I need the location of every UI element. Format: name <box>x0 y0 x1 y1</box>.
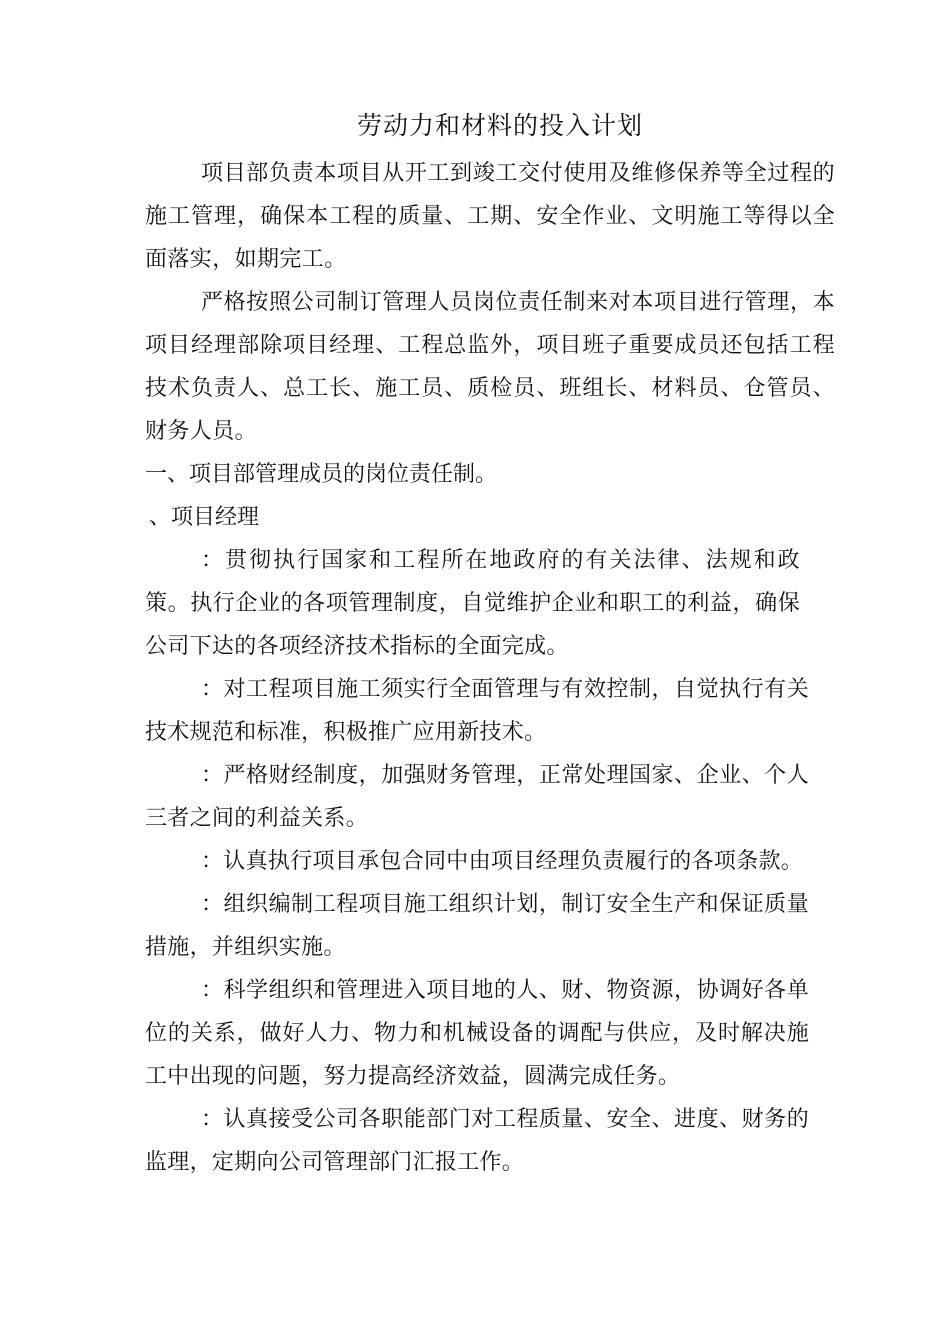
document-title: 劳动力和材料的投入计划 <box>356 111 643 140</box>
document-page <box>145 102 835 1184</box>
duty-item-1: ：贯彻执行国家和工程所在地政府的有关法律、法规和政策。执行企业的各项管理制度，自觉维护企业和职工的利益，确保公司下达的各项经济技术指标的全面完成。 <box>145 548 800 659</box>
duty-item-7: ：认真接受公司各职能部门对工程质量、安全、进度、财务的监理，定期向公司管理部门汇报工作。 <box>145 1107 809 1175</box>
duty-item-4: ：认真执行项目承包合同中由项目经理负责履行的各项条款。 <box>201 849 804 874</box>
section-heading: 一、项目部管理成员的岗位责任制。 <box>145 462 498 487</box>
intro-paragraph-1: 项目部负责本项目从开工到竣工交付使用及维修保养等全过程的施工管理，确保本工程的质量、工期、安全作业、文明施工等得以全面落实，如期完工。 <box>145 161 835 272</box>
duty-item-3: ：严格财经制度，加强财务管理，正常处理国家、企业、个人三者之间的利益关系。 <box>145 763 809 831</box>
duty-item-5: ：组织编制工程项目施工组织计划，制订安全生产和保证质量措施，并组织实施。 <box>145 892 809 960</box>
subsection-heading: 、项目经理 <box>149 505 260 530</box>
intro-paragraph-2: 严格按照公司制订管理人员岗位责任制来对本项目进行管理，本项目经理部除项目经理、工程总监外，项目班子重要成员还包括工程技术负责人、总工长、施工员、质检员、班组长、材料员、仓管员、财务人员。 <box>145 290 835 444</box>
duty-item-2: ：对工程项目施工须实行全面管理与有效控制，自觉执行有关技术规范和标准，积极推广应用新技术。 <box>145 677 809 745</box>
duty-item-6: ：科学组织和管理进入项目地的人、财、物资源，协调好各单位的关系，做好人力、物力和机械设备的调配与供应，及时解决施工中出现的问题，努力提高经济效益，圆满完成任务。 <box>145 978 809 1089</box>
